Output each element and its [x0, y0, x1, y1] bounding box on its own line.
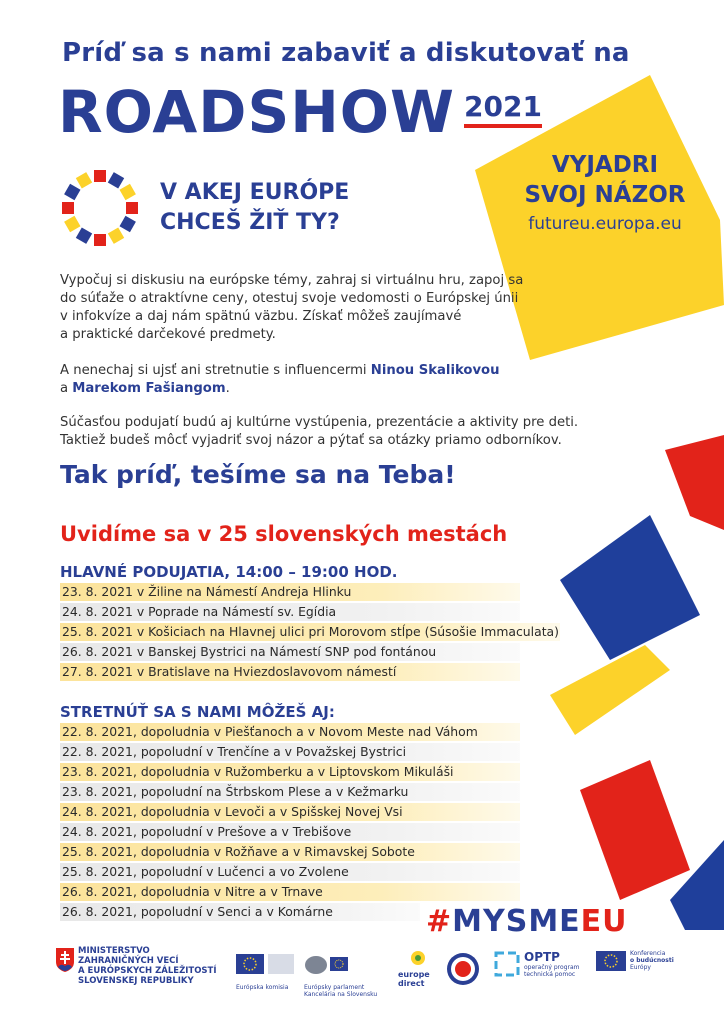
ec-flag-icon [236, 950, 296, 980]
event-row: 25. 8. 2021 v Košiciach na Hlavnej ulici pri Morovom stĺpe (Súsošie Immaculata) [62, 624, 559, 639]
tagline-line-2: CHCEŠ ŽIŤ TY? [160, 210, 340, 235]
conference-logo-icon [58, 166, 142, 250]
european-parliament-logo [304, 950, 390, 998]
event-row: 25. 8. 2021, popoludní v Lučenci a vo Zvolene [60, 863, 520, 881]
intro-line: do súťaže o atraktívne ceny, otestuj svoje vedomosti o Európskej únii [60, 291, 519, 306]
ministry-line: A EURÓPSKYCH ZÁLEŽITOSTÍ [78, 966, 217, 976]
intro-line: a praktické darčekové predmety. [60, 327, 276, 342]
event-row: 25. 8. 2021, dopoludnia v Rožňave a v Rimavskej Sobote [60, 843, 520, 861]
conference-future-europe-logo [596, 950, 692, 990]
intro-paragraph [60, 272, 523, 344]
year-underline [464, 124, 542, 128]
ministry-line: ZAHRANIČNÝCH VECÍ [78, 956, 179, 966]
event-row: 27. 8. 2021 v Bratislave na Hviezdoslavovom námestí [60, 663, 520, 681]
hashtag-eu: EU [580, 904, 628, 939]
tagline [160, 178, 349, 238]
conference-line: o budúcnosti [630, 957, 674, 964]
hashtag-hash: # [426, 904, 453, 939]
optp-icon [494, 951, 520, 977]
closing-line: Taktiež budeš môcť vyjadriť svoj názor a pýtať sa otázky priamo odborníkov. [60, 433, 562, 448]
event-row: 23. 8. 2021, dopoludnia v Ružomberku a v Liptovskom Mikuláši [60, 763, 520, 781]
ep-logo-icon [304, 950, 390, 980]
event-row: 26. 8. 2021, dopoludnia v Nitre a v Trnave [60, 883, 520, 901]
optp-subtitle: operačný program [524, 964, 580, 971]
event-row: 23. 8. 2021 v Žiline na Námestí Andreja Hlinku [60, 583, 520, 601]
event-row: 26. 8. 2021, popoludní v Senci a v Komárne [60, 903, 420, 921]
intro-line: Vypočuj si diskusiu na európske témy, zahraj si virtuálnu hru, zapoj sa [60, 273, 524, 288]
callout-line-1: VYJADRI [551, 152, 659, 178]
event-row: 24. 8. 2021 v Poprade na Námestí sv. Egídia [60, 603, 520, 621]
influencer-name-2: Marekom Fašiangom [72, 381, 226, 396]
influencer-name-1: Ninou Skalikovou [370, 363, 500, 378]
conference-line: Európy [630, 964, 651, 971]
influencer-mid: a [60, 381, 73, 396]
page-title: ROADSHOW [58, 78, 456, 146]
hashtag [426, 904, 628, 939]
decorative-shapes-right [540, 430, 724, 930]
eu-flag-icon [596, 951, 626, 971]
europe-direct-icon [398, 950, 438, 966]
other-events-heading: STRETNÚŤ SA S NAMI MÔŽEŠ AJ: [60, 703, 335, 721]
optp-logo [494, 950, 588, 990]
ministry-line: MINISTERSTVO [78, 946, 150, 956]
optp-title: OPTP [524, 950, 560, 964]
ec-caption: Európska komisia [236, 984, 289, 991]
intro-line: v infokvíze a daj nám spätnú väzbu. Získať môžeš zaujímavé [60, 309, 462, 324]
ministry-name [78, 946, 217, 986]
cities-heading: Uvidíme sa v 25 slovenských mestách [60, 522, 508, 546]
main-events-heading: HLAVNÉ PODUJATIA, 14:00 – 19:00 HOD. [60, 563, 398, 581]
influencer-prefix: A nenechaj si ujsť ani stretnutie s influencermi [60, 363, 371, 378]
headline: Príď sa s nami zabaviť a diskutovať na [62, 38, 630, 68]
callout-line-2: SVOJ NÁZOR [524, 182, 686, 208]
hashtag-mysme: MYSME [452, 904, 581, 939]
event-row: 22. 8. 2021, dopoludnia v Piešťanoch a v Novom Meste nad Váhom [60, 723, 520, 741]
tagline-line-1: V AKEJ EURÓPE [160, 180, 350, 205]
closing-paragraph [60, 414, 578, 450]
event-row: 26. 8. 2021 v Banskej Bystrici na Námestí SNP pod fontánou [60, 643, 520, 661]
influencer-paragraph [60, 362, 500, 398]
ministry-line: SLOVENSKEJ REPUBLIKY [78, 976, 194, 986]
year: 2021 [464, 90, 542, 123]
closing-line: Súčasťou podujatí budú aj kultúrne vystúpenia, prezentácie a aktivity pre deti. [60, 415, 579, 430]
event-row: 24. 8. 2021, dopoludnia v Levoči a v Spišskej Novej Vsi [60, 803, 520, 821]
europe-direct-line: direct [398, 979, 425, 988]
call-to-action: Tak príď, tešíme sa na Teba! [60, 460, 456, 489]
slovak-coat-of-arms-icon [56, 948, 74, 972]
influencer-suffix: . [225, 381, 230, 396]
seal-emblem-icon [446, 952, 480, 986]
event-row: 24. 8. 2021, popoludní v Prešove a v Trebišove [60, 823, 520, 841]
callout-url[interactable]: futureu.europa.eu [528, 214, 682, 234]
callout-heading [520, 150, 690, 210]
ep-caption: Európsky parlament Kancelária na Slovensku [304, 984, 378, 998]
event-row: 23. 8. 2021, popoludní na Štrbskom Plese a v Kežmarku [60, 783, 520, 801]
europe-direct-line: europe [398, 970, 430, 979]
europe-direct-logo [398, 950, 440, 990]
event-row: 22. 8. 2021, popoludní v Trenčíne a v Považskej Bystrici [60, 743, 520, 761]
optp-subtitle: technická pomoc [524, 971, 576, 978]
european-commission-logo [236, 950, 296, 990]
conference-line: Konferencia [630, 950, 666, 957]
